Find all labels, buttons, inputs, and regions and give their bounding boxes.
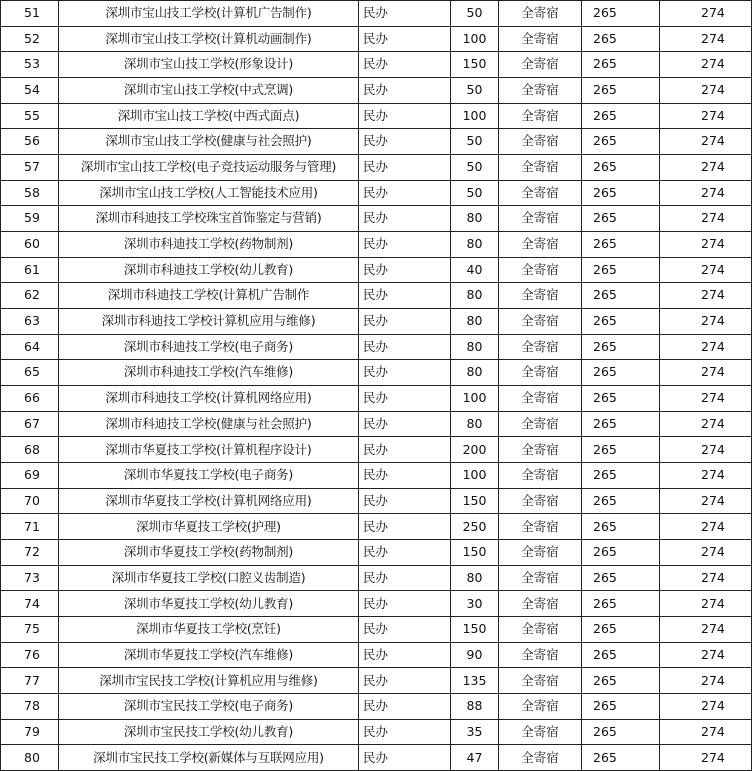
score-b-cell: 274 [660, 129, 752, 155]
school-type-cell: 民办 [359, 719, 451, 745]
table-row [1, 694, 752, 720]
school-type-cell: 民办 [359, 360, 451, 386]
score-a-cell: 265 [582, 26, 660, 52]
quota-cell: 88 [451, 694, 499, 720]
school-major-cell: 深圳市华夏技工学校(护理) [59, 514, 359, 540]
table-row [1, 565, 752, 591]
boarding-cell: 全寄宿 [499, 386, 582, 412]
table-row [1, 180, 752, 206]
table-row [1, 617, 752, 643]
score-b-cell: 274 [660, 488, 752, 514]
row-number: 73 [1, 565, 59, 591]
school-major-cell: 深圳市科迪技工学校(幼儿教育) [59, 257, 359, 283]
table-row [1, 745, 752, 771]
score-a-cell: 265 [582, 591, 660, 617]
score-a-cell: 265 [582, 463, 660, 489]
quota-cell: 150 [451, 540, 499, 566]
school-type-cell: 民办 [359, 745, 451, 771]
quota-cell: 150 [451, 52, 499, 78]
score-b-cell: 274 [660, 155, 752, 181]
boarding-cell: 全寄宿 [499, 1, 582, 27]
score-b-cell: 274 [660, 283, 752, 309]
school-major-cell: 深圳市宝山技工学校(计算机广告制作) [59, 1, 359, 27]
quota-cell: 80 [451, 360, 499, 386]
score-a-cell: 265 [582, 283, 660, 309]
score-a-cell: 265 [582, 386, 660, 412]
quota-cell: 50 [451, 129, 499, 155]
row-number: 59 [1, 206, 59, 232]
table-row [1, 334, 752, 360]
row-number: 51 [1, 1, 59, 27]
school-type-cell: 民办 [359, 206, 451, 232]
school-major-cell: 深圳市科迪技工学校(计算机广告制作 [59, 283, 359, 309]
score-a-cell: 265 [582, 514, 660, 540]
score-b-cell: 274 [660, 1, 752, 27]
school-type-cell: 民办 [359, 334, 451, 360]
score-a-cell: 265 [582, 360, 660, 386]
school-type-cell: 民办 [359, 617, 451, 643]
row-number: 61 [1, 257, 59, 283]
row-number: 67 [1, 411, 59, 437]
school-major-cell: 深圳市宝民技工学校(计算机应用与维修) [59, 668, 359, 694]
quota-cell: 200 [451, 437, 499, 463]
row-number: 74 [1, 591, 59, 617]
school-major-cell: 深圳市宝民技工学校(电子商务) [59, 694, 359, 720]
table-row [1, 437, 752, 463]
table-row [1, 26, 752, 52]
score-a-cell: 265 [582, 206, 660, 232]
school-major-cell: 深圳市华夏技工学校(计算机网络应用) [59, 488, 359, 514]
school-major-cell: 深圳市科迪技工学校(汽车维修) [59, 360, 359, 386]
score-b-cell: 274 [660, 206, 752, 232]
school-type-cell: 民办 [359, 129, 451, 155]
quota-cell: 30 [451, 591, 499, 617]
table-row [1, 155, 752, 181]
boarding-cell: 全寄宿 [499, 103, 582, 129]
score-a-cell: 265 [582, 488, 660, 514]
school-major-cell: 深圳市华夏技工学校(药物制剂) [59, 540, 359, 566]
score-b-cell: 274 [660, 617, 752, 643]
score-a-cell: 265 [582, 257, 660, 283]
quota-cell: 150 [451, 488, 499, 514]
school-major-cell: 深圳市宝山技工学校(中式烹调) [59, 78, 359, 104]
row-number: 58 [1, 180, 59, 206]
score-b-cell: 274 [660, 26, 752, 52]
school-major-cell: 深圳市华夏技工学校(电子商务) [59, 463, 359, 489]
score-b-cell: 274 [660, 745, 752, 771]
row-number: 63 [1, 309, 59, 335]
table-row [1, 488, 752, 514]
quota-cell: 135 [451, 668, 499, 694]
school-type-cell: 民办 [359, 411, 451, 437]
row-number: 57 [1, 155, 59, 181]
boarding-cell: 全寄宿 [499, 78, 582, 104]
row-number: 68 [1, 437, 59, 463]
score-b-cell: 274 [660, 694, 752, 720]
school-major-cell: 深圳市宝民技工学校(幼儿教育) [59, 719, 359, 745]
school-type-cell: 民办 [359, 514, 451, 540]
quota-cell: 80 [451, 206, 499, 232]
row-number: 77 [1, 668, 59, 694]
score-b-cell: 274 [660, 309, 752, 335]
score-b-cell: 274 [660, 514, 752, 540]
school-major-cell: 深圳市科迪技工学校珠宝首饰鉴定与营销) [59, 206, 359, 232]
row-number: 52 [1, 26, 59, 52]
row-number: 64 [1, 334, 59, 360]
row-number: 70 [1, 488, 59, 514]
table-row [1, 78, 752, 104]
row-number: 72 [1, 540, 59, 566]
table-row [1, 360, 752, 386]
row-number: 53 [1, 52, 59, 78]
boarding-cell: 全寄宿 [499, 437, 582, 463]
school-major-cell: 深圳市华夏技工学校(口腔义齿制造) [59, 565, 359, 591]
quota-cell: 150 [451, 617, 499, 643]
score-b-cell: 274 [660, 180, 752, 206]
school-major-cell: 深圳市宝山技工学校(电子竞技运动服务与管理) [59, 155, 359, 181]
school-type-cell: 民办 [359, 155, 451, 181]
boarding-cell: 全寄宿 [499, 463, 582, 489]
school-major-cell: 深圳市科迪技工学校(电子商务) [59, 334, 359, 360]
school-type-cell: 民办 [359, 52, 451, 78]
score-a-cell: 265 [582, 617, 660, 643]
table-row [1, 463, 752, 489]
table-body [1, 1, 752, 771]
table-row [1, 719, 752, 745]
table-row [1, 386, 752, 412]
score-b-cell: 274 [660, 78, 752, 104]
boarding-cell: 全寄宿 [499, 232, 582, 258]
boarding-cell: 全寄宿 [499, 206, 582, 232]
row-number: 79 [1, 719, 59, 745]
quota-cell: 100 [451, 103, 499, 129]
quota-cell: 50 [451, 1, 499, 27]
quota-cell: 100 [451, 463, 499, 489]
row-number: 65 [1, 360, 59, 386]
score-a-cell: 265 [582, 642, 660, 668]
row-number: 71 [1, 514, 59, 540]
boarding-cell: 全寄宿 [499, 26, 582, 52]
score-a-cell: 265 [582, 78, 660, 104]
score-a-cell: 265 [582, 103, 660, 129]
school-type-cell: 民办 [359, 257, 451, 283]
quota-cell: 50 [451, 155, 499, 181]
score-b-cell: 274 [660, 463, 752, 489]
school-major-cell: 深圳市宝山技工学校(计算机动画制作) [59, 26, 359, 52]
score-b-cell: 274 [660, 565, 752, 591]
boarding-cell: 全寄宿 [499, 309, 582, 335]
school-major-cell: 深圳市宝山技工学校(健康与社会照护) [59, 129, 359, 155]
school-type-cell: 民办 [359, 488, 451, 514]
quota-cell: 80 [451, 565, 499, 591]
table-row [1, 283, 752, 309]
boarding-cell: 全寄宿 [499, 694, 582, 720]
boarding-cell: 全寄宿 [499, 180, 582, 206]
school-major-cell: 深圳市华夏技工学校(幼儿教育) [59, 591, 359, 617]
score-b-cell: 274 [660, 360, 752, 386]
boarding-cell: 全寄宿 [499, 257, 582, 283]
score-b-cell: 274 [660, 668, 752, 694]
school-type-cell: 民办 [359, 1, 451, 27]
school-type-cell: 民办 [359, 103, 451, 129]
boarding-cell: 全寄宿 [499, 565, 582, 591]
score-b-cell: 274 [660, 642, 752, 668]
school-type-cell: 民办 [359, 180, 451, 206]
school-major-cell: 深圳市科迪技工学校(健康与社会照护) [59, 411, 359, 437]
quota-cell: 35 [451, 719, 499, 745]
score-a-cell: 265 [582, 719, 660, 745]
score-a-cell: 265 [582, 668, 660, 694]
boarding-cell: 全寄宿 [499, 719, 582, 745]
score-a-cell: 265 [582, 129, 660, 155]
score-b-cell: 274 [660, 591, 752, 617]
score-b-cell: 274 [660, 257, 752, 283]
table-row [1, 514, 752, 540]
school-major-cell: 深圳市宝山技工学校(人工智能技术应用) [59, 180, 359, 206]
row-number: 66 [1, 386, 59, 412]
row-number: 69 [1, 463, 59, 489]
boarding-cell: 全寄宿 [499, 283, 582, 309]
score-b-cell: 274 [660, 232, 752, 258]
score-a-cell: 265 [582, 232, 660, 258]
score-b-cell: 274 [660, 437, 752, 463]
table-row [1, 642, 752, 668]
quota-cell: 250 [451, 514, 499, 540]
table-row [1, 309, 752, 335]
row-number: 76 [1, 642, 59, 668]
school-major-cell: 深圳市华夏技工学校(计算机程序设计) [59, 437, 359, 463]
boarding-cell: 全寄宿 [499, 591, 582, 617]
boarding-cell: 全寄宿 [499, 155, 582, 181]
row-number: 55 [1, 103, 59, 129]
school-type-cell: 民办 [359, 232, 451, 258]
school-type-cell: 民办 [359, 78, 451, 104]
boarding-cell: 全寄宿 [499, 52, 582, 78]
score-a-cell: 265 [582, 437, 660, 463]
quota-cell: 100 [451, 26, 499, 52]
school-major-cell: 深圳市华夏技工学校(烹饪) [59, 617, 359, 643]
quota-cell: 50 [451, 78, 499, 104]
score-a-cell: 265 [582, 309, 660, 335]
table-row [1, 591, 752, 617]
table-row [1, 1, 752, 27]
quota-cell: 80 [451, 411, 499, 437]
school-type-cell: 民办 [359, 642, 451, 668]
score-a-cell: 265 [582, 180, 660, 206]
boarding-cell: 全寄宿 [499, 514, 582, 540]
boarding-cell: 全寄宿 [499, 360, 582, 386]
school-type-cell: 民办 [359, 309, 451, 335]
table-row [1, 129, 752, 155]
row-number: 75 [1, 617, 59, 643]
row-number: 80 [1, 745, 59, 771]
row-number: 54 [1, 78, 59, 104]
quota-cell: 100 [451, 386, 499, 412]
row-number: 62 [1, 283, 59, 309]
boarding-cell: 全寄宿 [499, 129, 582, 155]
table-row [1, 411, 752, 437]
quota-cell: 80 [451, 309, 499, 335]
score-a-cell: 265 [582, 565, 660, 591]
score-a-cell: 265 [582, 52, 660, 78]
boarding-cell: 全寄宿 [499, 540, 582, 566]
score-a-cell: 265 [582, 334, 660, 360]
table-row [1, 540, 752, 566]
table-row [1, 668, 752, 694]
score-b-cell: 274 [660, 52, 752, 78]
school-type-cell: 民办 [359, 26, 451, 52]
boarding-cell: 全寄宿 [499, 334, 582, 360]
school-major-cell: 深圳市宝民技工学校(新媒体与互联网应用) [59, 745, 359, 771]
score-a-cell: 265 [582, 745, 660, 771]
school-type-cell: 民办 [359, 694, 451, 720]
quota-cell: 80 [451, 334, 499, 360]
boarding-cell: 全寄宿 [499, 488, 582, 514]
boarding-cell: 全寄宿 [499, 411, 582, 437]
school-major-cell: 深圳市华夏技工学校(汽车维修) [59, 642, 359, 668]
school-major-cell: 深圳市科迪技工学校(药物制剂) [59, 232, 359, 258]
score-b-cell: 274 [660, 411, 752, 437]
school-type-cell: 民办 [359, 283, 451, 309]
quota-cell: 50 [451, 180, 499, 206]
boarding-cell: 全寄宿 [499, 617, 582, 643]
score-a-cell: 265 [582, 1, 660, 27]
score-b-cell: 274 [660, 103, 752, 129]
score-a-cell: 265 [582, 694, 660, 720]
school-type-cell: 民办 [359, 565, 451, 591]
quota-cell: 90 [451, 642, 499, 668]
table-row [1, 52, 752, 78]
table-row [1, 257, 752, 283]
quota-cell: 47 [451, 745, 499, 771]
row-number: 56 [1, 129, 59, 155]
school-type-cell: 民办 [359, 591, 451, 617]
school-major-cell: 深圳市宝山技工学校(形象设计) [59, 52, 359, 78]
score-a-cell: 265 [582, 155, 660, 181]
boarding-cell: 全寄宿 [499, 642, 582, 668]
score-b-cell: 274 [660, 386, 752, 412]
boarding-cell: 全寄宿 [499, 745, 582, 771]
score-a-cell: 265 [582, 411, 660, 437]
row-number: 78 [1, 694, 59, 720]
school-type-cell: 民办 [359, 668, 451, 694]
school-major-cell: 深圳市科迪技工学校(计算机网络应用) [59, 386, 359, 412]
quota-cell: 80 [451, 232, 499, 258]
score-b-cell: 274 [660, 334, 752, 360]
table-row [1, 206, 752, 232]
school-type-cell: 民办 [359, 386, 451, 412]
school-major-cell: 深圳市宝山技工学校(中西式面点) [59, 103, 359, 129]
quota-cell: 80 [451, 283, 499, 309]
boarding-cell: 全寄宿 [499, 668, 582, 694]
school-major-cell: 深圳市科迪技工学校计算机应用与维修) [59, 309, 359, 335]
score-b-cell: 274 [660, 540, 752, 566]
table-row [1, 103, 752, 129]
score-b-cell: 274 [660, 719, 752, 745]
row-number: 60 [1, 232, 59, 258]
school-type-cell: 民办 [359, 463, 451, 489]
table-row [1, 232, 752, 258]
quota-cell: 40 [451, 257, 499, 283]
score-a-cell: 265 [582, 540, 660, 566]
school-type-cell: 民办 [359, 437, 451, 463]
school-type-cell: 民办 [359, 540, 451, 566]
